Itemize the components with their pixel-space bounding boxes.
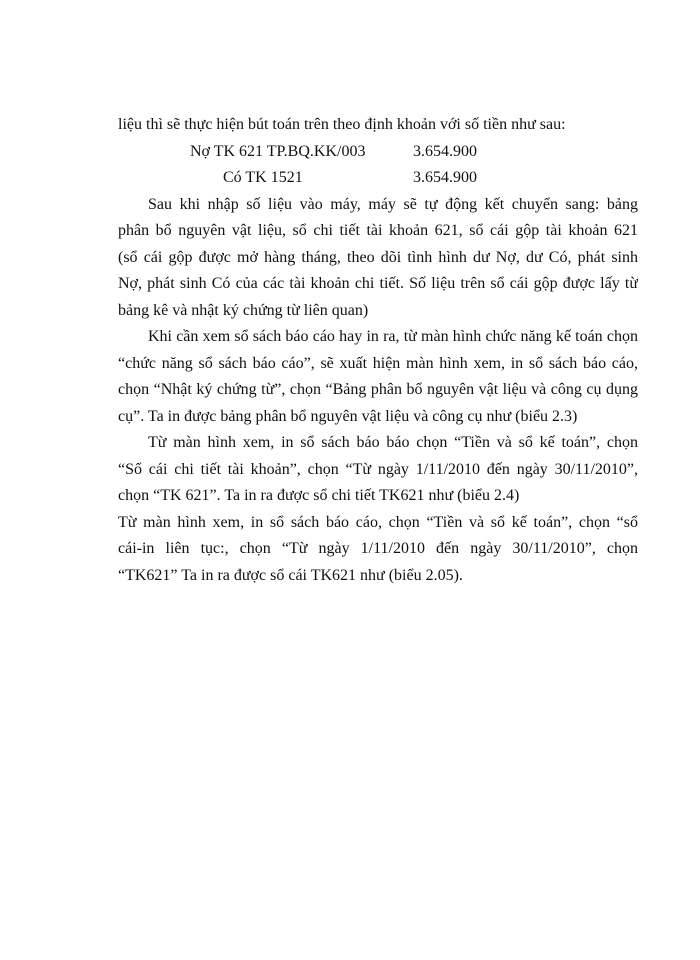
journal-entry-debit: [118, 139, 638, 166]
text-line: liệu thì sẽ thực hiện bút toán trên theo định khoản với số tiền như sau:: [118, 116, 566, 133]
journal-entry-credit: [118, 165, 638, 192]
text-line: Từ màn hình xem, in sổ sách báo cáo, chọn “Tiền và sổ kế toán”, chọn “sổ: [118, 513, 638, 531]
text-line: Từ màn hình xem, in sổ sách báo báo chọn “Tiền và sổ kế toán”, chọn: [148, 434, 638, 451]
text-line: bảng kê và nhật ký chứng từ liên quan): [118, 301, 369, 319]
text-line: “TK621” Ta in ra được sổ cái TK621 như (biểu 2.05).: [118, 566, 463, 584]
text-line: phân bổ nguyên vật liệu, sổ chi tiết tài khoản 621, sổ cái gộp tài khoản 621: [118, 222, 638, 239]
debit-amount: 3.654.900: [413, 142, 477, 160]
text-line: Nợ, phát sinh Có của các tài khoản chi tiết. Số liệu trên sổ cái gộp được lấy từ: [118, 275, 638, 292]
text-line: chọn “Nhật ký chứng từ”, chọn “Bảng phân bổ nguyên vật liệu và công cụ dụng: [118, 381, 638, 398]
credit-account: Có TK 1521: [223, 169, 303, 186]
text-line: Khi cần xem sổ sách báo cáo hay in ra, từ màn hình chức năng kế toán chọn: [148, 328, 638, 345]
text-line: chọn “TK 621”. Ta in ra được sổ chi tiết TK621 như (biểu 2.4): [118, 487, 520, 504]
text-line: cụ”. Ta in được bảng phân bổ nguyên vật liệu và công cụ như (biểu 2.3): [118, 407, 578, 425]
credit-amount: 3.654.900: [413, 169, 477, 186]
text-line: (sổ cái gộp được mở hàng tháng, theo dõi tình hình dư Nợ, dư Có, phát sinh: [118, 248, 638, 266]
debit-account: Nợ TK 621 TP.BQ.KK/003: [190, 142, 366, 160]
text-line: cái-in liên tục:, chọn “Từ ngày 1/11/2010 đến ngày 30/11/2010”, chọn: [118, 540, 638, 557]
text-line: “chức năng sổ sách báo cáo”, sẽ xuất hiện màn hình xem, in sổ sách báo cáo,: [118, 354, 638, 372]
document-body: [118, 112, 638, 589]
text-line: Sau khi nhập số liệu vào máy, máy sẽ tự động kết chuyển sang: bảng: [148, 195, 638, 213]
text-line: “Sổ cái chi tiết tài khoản”, chọn “Từ ngày 1/11/2010 đến ngày 30/11/2010”,: [118, 460, 638, 478]
